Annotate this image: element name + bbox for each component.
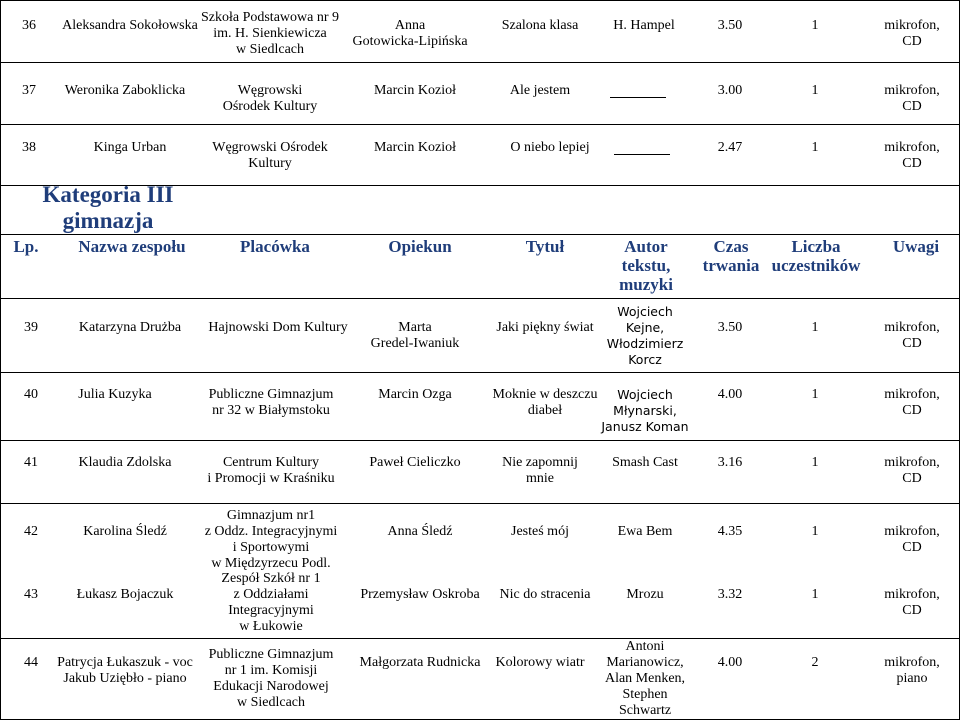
count-37: 1 — [811, 83, 819, 98]
title-42: Jesteś mój — [511, 524, 569, 539]
lp-43: 43 — [24, 587, 38, 602]
count-42: 1 — [811, 524, 819, 539]
header-lp: Lp. — [13, 237, 39, 256]
name-44: Patrycja Łukaszuk - voc Jakub Uziębło - piano — [57, 655, 193, 686]
count-40: 1 — [811, 387, 819, 402]
time-38: 2.47 — [717, 140, 743, 155]
row-divider — [0, 503, 960, 504]
name-39: Katarzyna Drużba — [78, 320, 182, 335]
author-40: Wojciech Młynarski, Janusz Koman — [601, 387, 689, 434]
header-title: Tytuł — [525, 237, 565, 256]
notes-42: mikrofon, CD — [884, 524, 940, 555]
teacher-38: Marcin Kozioł — [373, 140, 457, 155]
lp-44: 44 — [24, 655, 38, 670]
author-39: Wojciech Kejne, Włodzimierz Korcz — [606, 304, 684, 367]
header-name: Nazwa zespołu — [78, 237, 186, 256]
teacher-36: Anna Gotowicka-Lipińska — [352, 18, 468, 49]
name-40: Julia Kuzyka — [78, 387, 152, 402]
author-43: Mrozu — [626, 587, 664, 602]
notes-37: mikrofon, CD — [884, 83, 940, 114]
notes-43: mikrofon, CD — [884, 587, 940, 618]
author-42: Ewa Bem — [617, 524, 673, 539]
author-41: Smash Cast — [612, 455, 678, 470]
header-notes: Uwagi — [892, 237, 940, 256]
row-divider — [0, 298, 960, 299]
notes-39: mikrofon, CD — [884, 320, 940, 351]
row-divider — [0, 0, 960, 1]
row-divider — [0, 234, 960, 235]
count-41: 1 — [811, 455, 819, 470]
school-44: Publiczne Gimnazjum nr 1 im. Komisji Edukacji Narodowej w Siedlcach — [208, 647, 334, 710]
teacher-43: Przemysław Oskroba — [360, 587, 480, 602]
time-37: 3.00 — [717, 83, 743, 98]
name-36: Aleksandra Sokołowska — [62, 18, 198, 33]
header-school: Placówka — [240, 237, 310, 256]
time-41: 3.16 — [717, 455, 743, 470]
time-40: 4.00 — [717, 387, 743, 402]
name-37: Weronika Zaboklicka — [64, 83, 186, 98]
time-42: 4.35 — [717, 524, 743, 539]
notes-36: mikrofon, CD — [884, 18, 940, 49]
time-39: 3.50 — [717, 320, 743, 335]
school-38: Węgrowski Ośrodek Kultury — [212, 140, 328, 171]
header-count: Liczba uczestników — [771, 237, 861, 275]
teacher-40: Marcin Ozga — [378, 387, 452, 402]
name-43: Łukasz Bojaczuk — [76, 587, 174, 602]
title-41: Nie zapomnij mnie — [502, 455, 578, 486]
row-divider — [0, 638, 960, 639]
title-39: Jaki piękny świat — [496, 320, 594, 335]
title-43: Nic do stracenia — [499, 587, 591, 602]
title-44: Kolorowy wiatr — [495, 655, 585, 670]
lp-36: 36 — [22, 18, 36, 33]
teacher-42: Anna Śledź — [387, 524, 453, 539]
lp-40: 40 — [24, 387, 38, 402]
lp-42: 42 — [24, 524, 38, 539]
school-39: Hajnowski Dom Kultury — [208, 320, 348, 335]
count-43: 1 — [811, 587, 819, 602]
author-44: Antoni Marianowicz, Alan Menken, Stephen Schwartz — [604, 639, 686, 718]
lp-38: 38 — [22, 140, 36, 155]
name-42: Karolina Śledź — [83, 524, 167, 539]
header-author: Autor tekstu, muzyki — [619, 237, 673, 294]
teacher-37: Marcin Kozioł — [373, 83, 457, 98]
row-divider — [0, 372, 960, 373]
header-time: Czas trwania — [702, 237, 760, 275]
row-divider — [0, 124, 960, 125]
teacher-41: Paweł Cieliczko — [369, 455, 461, 470]
name-41: Klaudia Zdolska — [78, 455, 172, 470]
time-43: 3.32 — [717, 587, 743, 602]
count-36: 1 — [811, 18, 819, 33]
name-38: Kinga Urban — [93, 140, 167, 155]
count-44: 2 — [811, 655, 819, 670]
table-border-left — [0, 0, 1, 720]
notes-41: mikrofon, CD — [884, 455, 940, 486]
lp-39: 39 — [24, 320, 38, 335]
notes-38: mikrofon, CD — [884, 140, 940, 171]
school-42: Gimnazjum nr1 z Oddz. Integracyjnymi i Sportowymi w Międzyrzecu Podl. — [204, 508, 338, 571]
author-blank-38 — [614, 154, 670, 155]
time-36: 3.50 — [717, 18, 743, 33]
school-40: Publiczne Gimnazjum nr 32 w Białymstoku — [208, 387, 334, 418]
title-38: O niebo lepiej — [510, 140, 590, 155]
school-41: Centrum Kultury i Promocji w Kraśniku — [207, 455, 335, 486]
teacher-44: Małgorzata Rudnicka — [359, 655, 481, 670]
notes-44: mikrofon, piano — [884, 655, 940, 686]
title-36: Szalona klasa — [501, 18, 579, 33]
title-37: Ale jestem — [509, 83, 571, 98]
title-40: Moknie w deszczu diabeł — [492, 387, 598, 418]
category-title: Kategoria III gimnazja — [42, 182, 174, 233]
school-36: Szkoła Podstawowa nr 9 im. H. Sienkiewicza w Siedlcach — [200, 10, 340, 57]
count-39: 1 — [811, 320, 819, 335]
school-37: Węgrowski Ośrodek Kultury — [222, 83, 318, 114]
lp-41: 41 — [24, 455, 38, 470]
school-43: Zespół Szkół nr 1 z Oddziałami Integracyjnymi w Łukowie — [221, 571, 321, 634]
time-44: 4.00 — [717, 655, 743, 670]
row-divider — [0, 62, 960, 63]
lp-37: 37 — [22, 83, 36, 98]
count-38: 1 — [811, 140, 819, 155]
author-36: H. Hampel — [613, 18, 675, 33]
header-teacher: Opiekun — [388, 237, 452, 256]
row-divider — [0, 440, 960, 441]
notes-40: mikrofon, CD — [884, 387, 940, 418]
author-blank-37 — [610, 97, 666, 98]
teacher-39: Marta Gredel-Iwaniuk — [370, 320, 460, 351]
